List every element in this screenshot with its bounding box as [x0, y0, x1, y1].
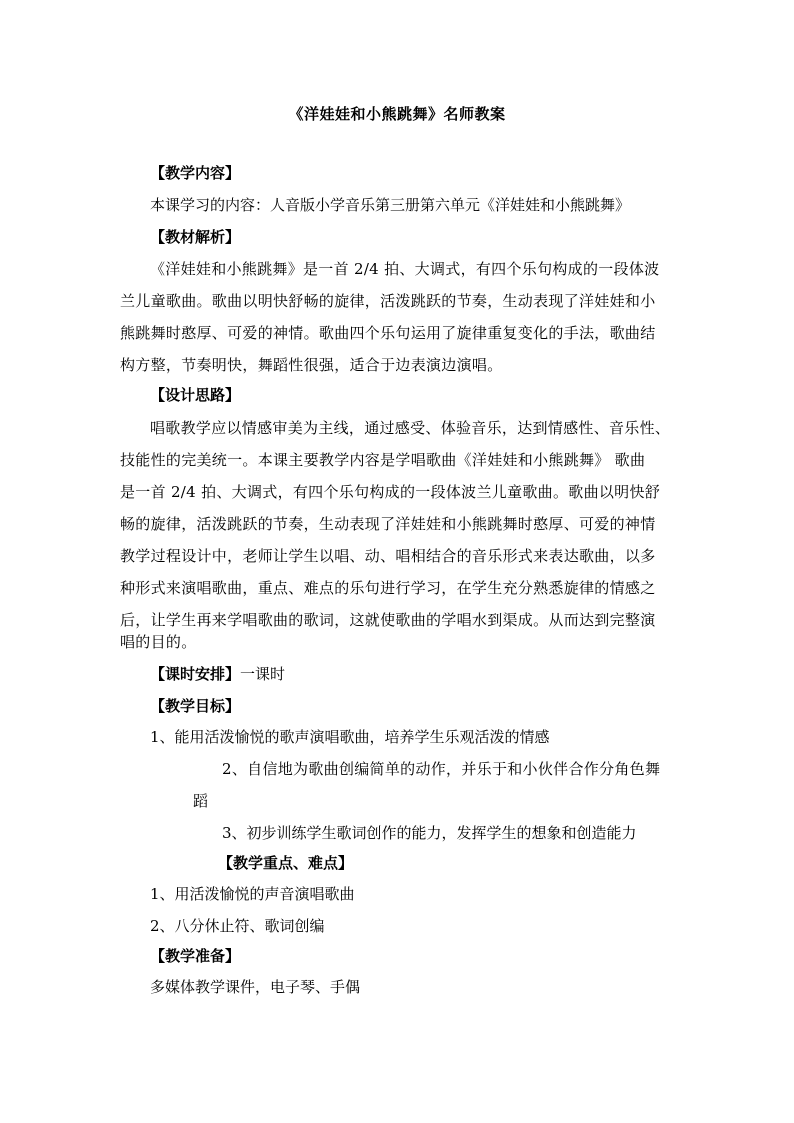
design-line: 种形式来演唱歌曲，重点、难点的乐句进行学习，在学生充分熟悉旋律的情感之 — [120, 579, 656, 597]
analysis-line: 构方整，节奏明快，舞蹈性很强，适合于边表演边演唱。 — [120, 356, 503, 374]
goal-item-continued: 蹈 — [193, 792, 209, 810]
design-line: 畅的旋律，活泼跳跃的节奏，生动表现了洋娃娃和小熊跳舞时憨厚、可爱的神情 — [120, 515, 656, 533]
analysis-line: 兰儿童歌曲。歌曲以明快舒畅的旋律，活泼跳跃的节奏，生动表现了洋娃娃和小 — [120, 292, 656, 310]
key-points-heading: 【教学重点、难点】 — [218, 854, 354, 872]
goal-item: 1、能用活泼愉悦的歌声演唱歌曲，培养学生乐观活泼的情感 — [150, 728, 550, 746]
schedule-text: 一课时 — [240, 665, 286, 683]
analysis-line: 熊跳舞时憨厚、可爱的神情。歌曲四个乐句运用了旋律重复变化的手法，歌曲结 — [120, 324, 656, 342]
preparation-heading: 【教学准备】 — [150, 947, 241, 965]
goal-item: 2、自信地为歌曲创编简单的动作，并乐于和小伙伴合作分角色舞 — [222, 760, 661, 778]
design-line: 后，让学生再来学唱歌曲的歌词，这就使歌曲的学唱水到渠成。从而达到完整演 — [120, 611, 656, 629]
design-line: 唱歌教学应以情感审美为主线，通过感受、体验音乐，达到情感性、音乐性、 — [150, 419, 671, 437]
schedule-row — [150, 664, 285, 684]
goals-heading: 【教学目标】 — [150, 697, 241, 715]
design-line: 技能性的完美统一。本课主要教学内容是学唱歌曲《洋娃娃和小熊跳舞》 歌曲 — [120, 451, 646, 469]
design-heading: 【设计思路】 — [150, 386, 241, 404]
preparation-text: 多媒体教学课件，电子琴、手偶 — [150, 978, 361, 996]
design-line: 唱的目的。 — [120, 633, 197, 651]
content-text: 本课学习的内容：人音版小学音乐第三册第六单元《洋娃娃和小熊跳舞》 — [150, 196, 631, 214]
document-title: 《洋娃娃和小熊跳舞》名师教案 — [288, 105, 506, 123]
key-point-item: 2、八分休止符、歌词创编 — [150, 917, 325, 935]
schedule-heading: 【课时安排】 — [150, 665, 241, 683]
analysis-heading: 【教材解析】 — [150, 228, 241, 246]
design-line: 教学过程设计中，老师让学生以唱、动、唱相结合的音乐形式来表达歌曲，以多 — [120, 547, 656, 565]
content-heading: 【教学内容】 — [150, 164, 241, 182]
design-line: 是一首 2/4 拍、大调式，有四个乐句构成的一段体波兰儿童歌曲。歌曲以明快舒 — [120, 483, 661, 501]
analysis-line: 《洋娃娃和小熊跳舞》是一首 2/4 拍、大调式，有四个乐句构成的一段体波 — [150, 260, 660, 278]
goal-item: 3、初步训练学生歌词创作的能力，发挥学生的想象和创造能力 — [222, 824, 637, 842]
key-point-item: 1、用活泼愉悦的声音演唱歌曲 — [150, 885, 355, 903]
